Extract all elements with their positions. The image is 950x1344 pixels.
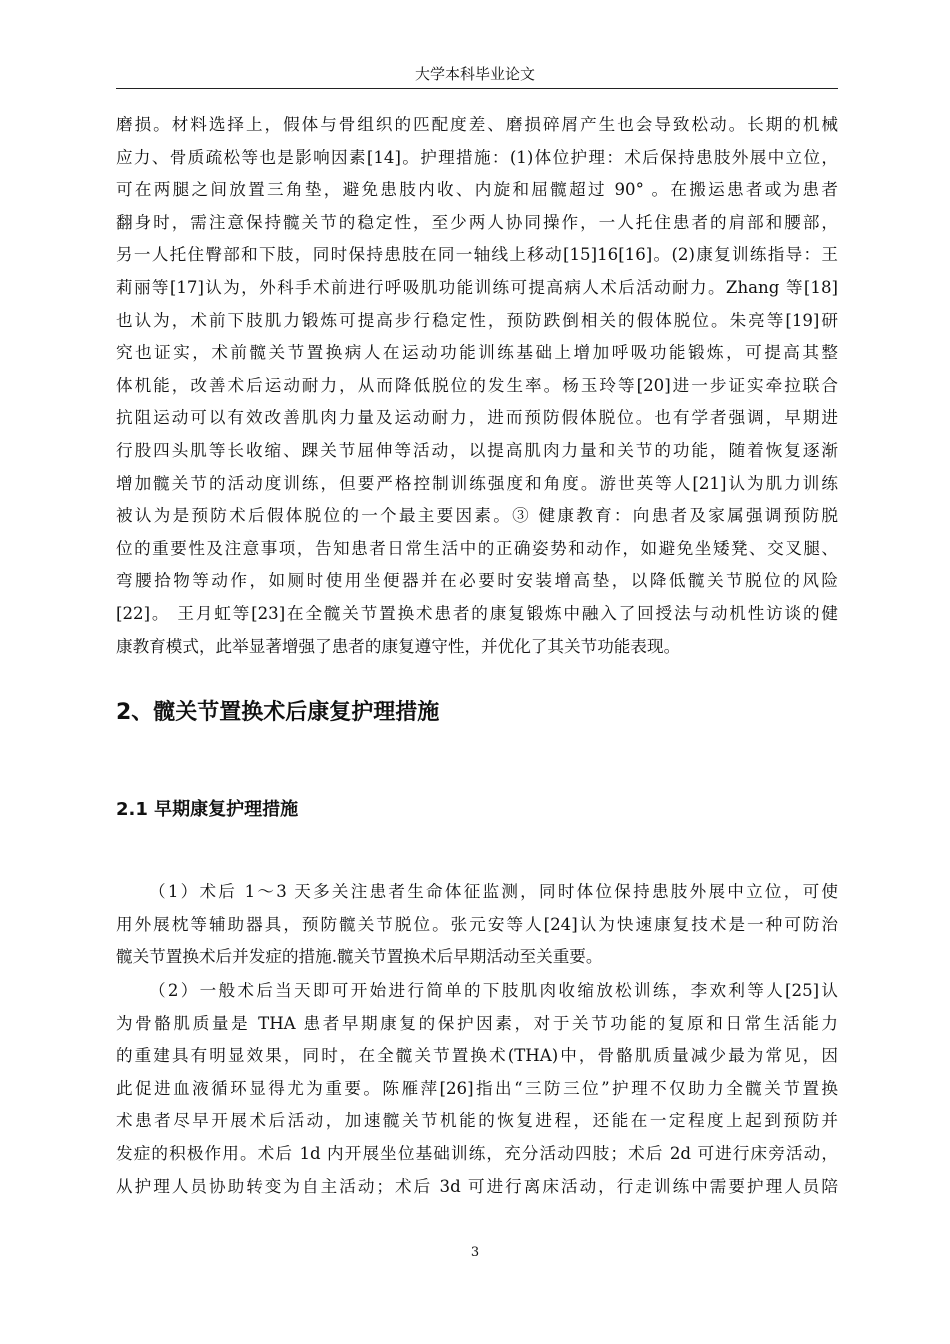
text-line: 弯腰拾物等动作，如厕时使用坐便器并在必要时安装增高垫，以降低髋关节脱位的风险	[116, 571, 838, 591]
text-line: 行股四头肌等长收缩、踝关节屈伸等活动，以提高肌肉力量和关节的功能，随着恢复逐渐	[116, 440, 838, 460]
text-line: 用外展枕等辅助器具，预防髋关节脱位。张元安等人[24]认为快速康复技术是一种可防治	[116, 914, 838, 934]
text-line: 位的重要性及注意事项，告知患者日常生活中的正确姿势和动作，如避免坐矮凳、交叉腿、	[116, 538, 838, 558]
header-divider	[116, 88, 838, 89]
text-line: （1）术后 1～3 天多关注患者生命体征监测，同时体位保持患肢外展中立位，可使	[149, 882, 838, 901]
text-line: 发症的积极作用。术后 1d 内开展坐位基础训练，充分活动四肢；术后 2d 可进行床旁活动，	[116, 1143, 838, 1163]
text-line: 应力、骨质疏松等也是影响因素[14]。护理措施：(1)体位护理：术后保持患肢外展中立位，	[116, 147, 838, 167]
text-line: 究也证实，术前髋关节置换病人在运动功能训练基础上增加呼吸功能锻炼，可提高其整	[116, 343, 838, 363]
text-line: 被认为是预防术后假体脱位的一个最主要因素。③ 健康教育：向患者及家属强调预防脱	[116, 506, 838, 526]
text-line: 康教育模式，此举显著增强了患者的康复遵守性，并优化了其关节功能表现。	[116, 636, 681, 656]
text-line: 另一人托住臀部和下肢，同时保持患肢在同一轴线上移动[15]16[16]。(2)康复训练指导：王	[116, 245, 838, 265]
text-line: 为骨骼肌质量是 THA 患者早期康复的保护因素，对于关节功能的复原和日常生活能力	[116, 1013, 838, 1033]
text-line: 莉丽等[17]认为，外科手术前进行呼吸肌功能训练可提高病人术后活动耐力。Zhang 等[18]	[116, 277, 838, 297]
text-line: 术患者尽早开展术后活动，加速髋关节机能的恢复进程，还能在一定程度上起到预防并	[116, 1111, 838, 1131]
text-line: 也认为，术前下肢肌力锻炼可提高步行稳定性，预防跌倒相关的假体脱位。朱亮等[19]研	[116, 310, 838, 330]
page-header-title: 大学本科毕业论文	[414, 65, 535, 83]
body-paragraph-early-care-2	[116, 975, 838, 1203]
body-paragraph-early-care-1	[116, 876, 838, 974]
page-number: 3	[470, 1245, 480, 1260]
text-line: 可在两腿之间放置三角垫，避免患肢内收、内旋和屈髋超过 90° 。在搬运患者或为患者	[116, 180, 838, 200]
text-line: [22]。 王月虹等[23]在全髋关节置换术患者的康复锻炼中融入了回授法与动机性访谈的健	[116, 603, 838, 623]
text-line: 髋关节置换术后并发症的措施.髋关节置换术后早期活动至关重要。	[116, 947, 603, 967]
text-line: 磨损。材料选择上，假体与骨组织的匹配度差、磨损碎屑产生也会导致松动。长期的机械	[116, 115, 838, 134]
text-line: 翻身时，需注意保持髋关节的稳定性，至少两人协同操作，一人托住患者的肩部和腰部，	[116, 212, 838, 232]
text-line: 抗阻运动可以有效改善肌肉力量及运动耐力，进而预防假体脱位。也有学者强调，早期进	[116, 408, 838, 428]
text-line: 增加髋关节的活动度训练，但要严格控制训练强度和角度。游世英等人[21]认为肌力训练	[116, 473, 838, 493]
text-line: 此促进血液循环显得尤为重要。陈雁萍[26]指出“三防三位”护理不仅助力全髋关节置换	[116, 1078, 838, 1098]
text-line: 的重建具有明显效果，同时，在全髋关节置换术(THA)中，骨骼肌质量减少最为常见，因	[116, 1046, 838, 1066]
text-line: （2）一般术后当天即可开始进行简单的下肢肌肉收缩放松训练，李欢利等人[25]认	[149, 981, 838, 1000]
body-paragraph-dislocation-care	[116, 109, 838, 663]
text-line: 从护理人员协助转变为自主活动；术后 3d 可进行离床活动，行走训练中需要护理人员陪	[116, 1176, 838, 1196]
text-line: 体机能，改善术后运动耐力，从而降低脱位的发生率。杨玉玲等[20]进一步证实牵拉联合	[116, 375, 838, 395]
section-heading: 2、髋关节置换术后康复护理措施	[116, 700, 440, 725]
subsection-heading: 2.1 早期康复护理措施	[116, 799, 299, 820]
